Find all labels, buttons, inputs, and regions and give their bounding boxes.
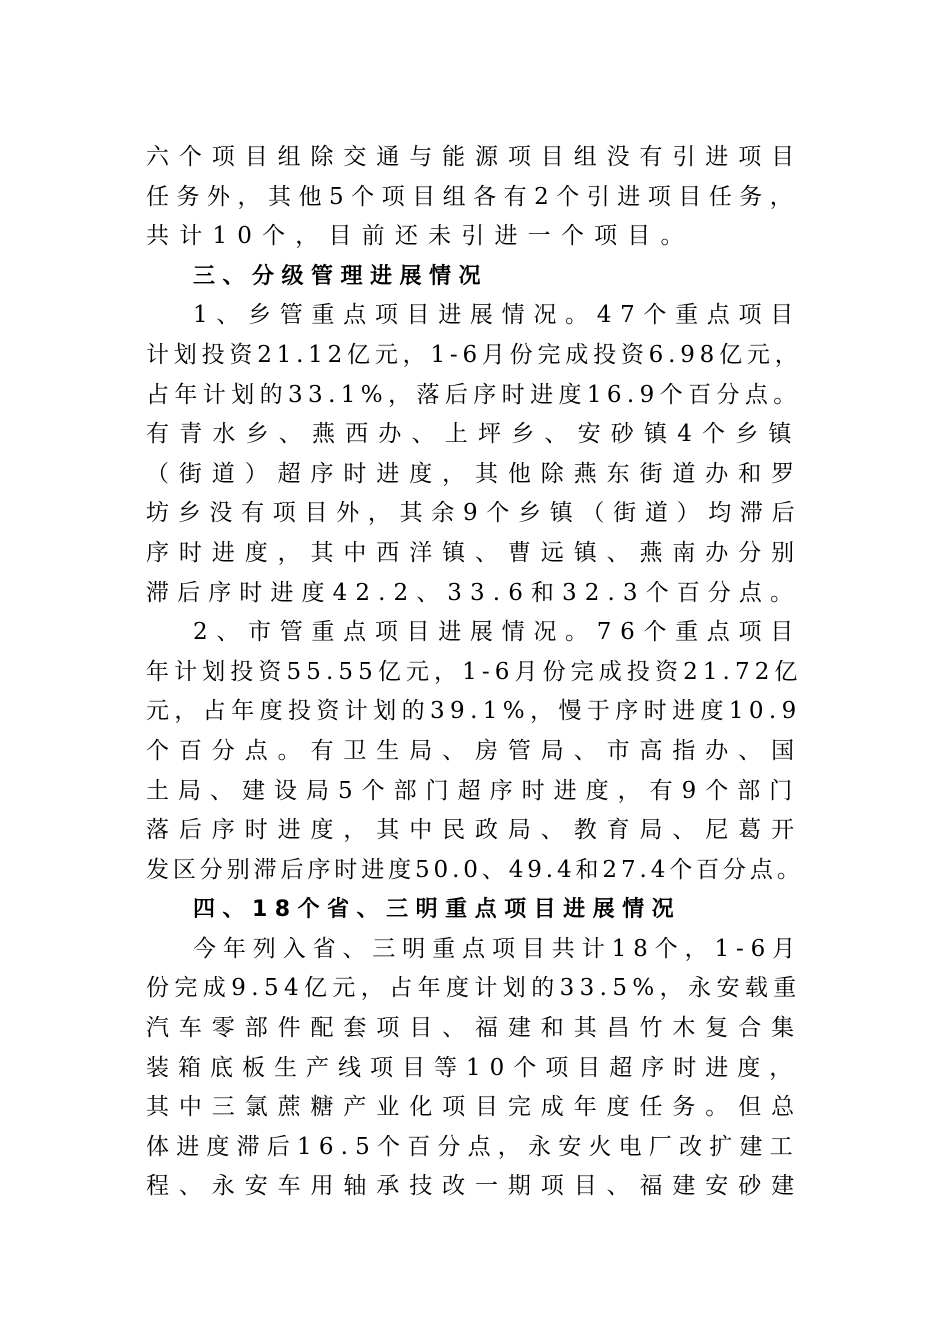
paragraph-start-1: 1、乡管重点项目进展情况。47个重点项目 <box>193 302 802 329</box>
paragraph-start-3: 今年列入省、三明重点项目共计18个，1-6月 <box>193 935 803 962</box>
text-line-22: 份完成9.54亿元，占年度计划的33.5%，永安载重 <box>146 975 802 1002</box>
text-line-11: 序时进度，其中西洋镇、曹远镇、燕南办分别 <box>146 539 804 566</box>
text-line-1: 六个项目组除交通与能源项目组没有引进项目 <box>146 144 804 170</box>
paragraph-start-2: 2、市管重点项目进展情况。76个重点项目 <box>193 619 802 646</box>
text-line-24: 装箱底板生产线项目等10个项目超序时进度， <box>146 1054 802 1081</box>
section-heading-3: 三、分级管理进展情况 <box>193 263 489 289</box>
text-line-8: 有青水乡、燕西办、上坪乡、安砂镇4个乡镇 <box>146 421 802 448</box>
text-line-26: 体进度滞后16.5个百分点，永安火电厂改扩建工 <box>146 1133 800 1160</box>
text-line-15: 元，占年度投资计划的39.1%，慢于序时进度10.9 <box>146 698 802 725</box>
text-line-7: 占年计划的33.1%，落后序时进度16.9个百分点。 <box>146 381 802 408</box>
text-line-3: 共计10个，目前还未引进一个项目。 <box>146 223 694 250</box>
text-line-2: 任务外，其他5个项目组各有2个引进项目任务， <box>146 183 801 210</box>
text-line-25: 其中三氯蔗糖产业化项目完成年度任务。但总 <box>146 1094 804 1121</box>
text-line-18: 落后序时进度，其中民政局、教育局、尼葛开 <box>146 817 804 844</box>
text-line-27: 程、永安车用轴承技改一期项目、福建安砂建 <box>146 1173 804 1200</box>
text-line-14: 年计划投资55.55亿元，1-6月份完成投资21.72亿 <box>146 658 803 685</box>
section-heading-4: 四、18个省、三明重点项目进展情况 <box>193 897 682 923</box>
text-line-19: 发区分别滞后序时进度50.0、49.4和27.4个百分点。 <box>146 856 804 883</box>
text-line-6: 计划投资21.12亿元，1-6月份完成投资6.98亿元， <box>146 341 803 368</box>
text-line-9: （街道）超序时进度，其他除燕东街道办和罗 <box>146 460 804 487</box>
text-line-12: 滞后序时进度42.2、33.6和32.3个百分点。 <box>146 579 802 606</box>
text-line-23: 汽车零部件配套项目、福建和其昌竹木复合集 <box>146 1015 804 1042</box>
text-line-17: 土局、建设局5个部门超序时进度，有9个部门 <box>146 777 802 804</box>
document-body <box>146 138 806 1207</box>
text-line-16: 个百分点。有卫生局、房管局、市高指办、国 <box>146 737 804 764</box>
text-line-10: 坊乡没有项目外，其余9个乡镇（街道）均滞后 <box>146 500 804 527</box>
